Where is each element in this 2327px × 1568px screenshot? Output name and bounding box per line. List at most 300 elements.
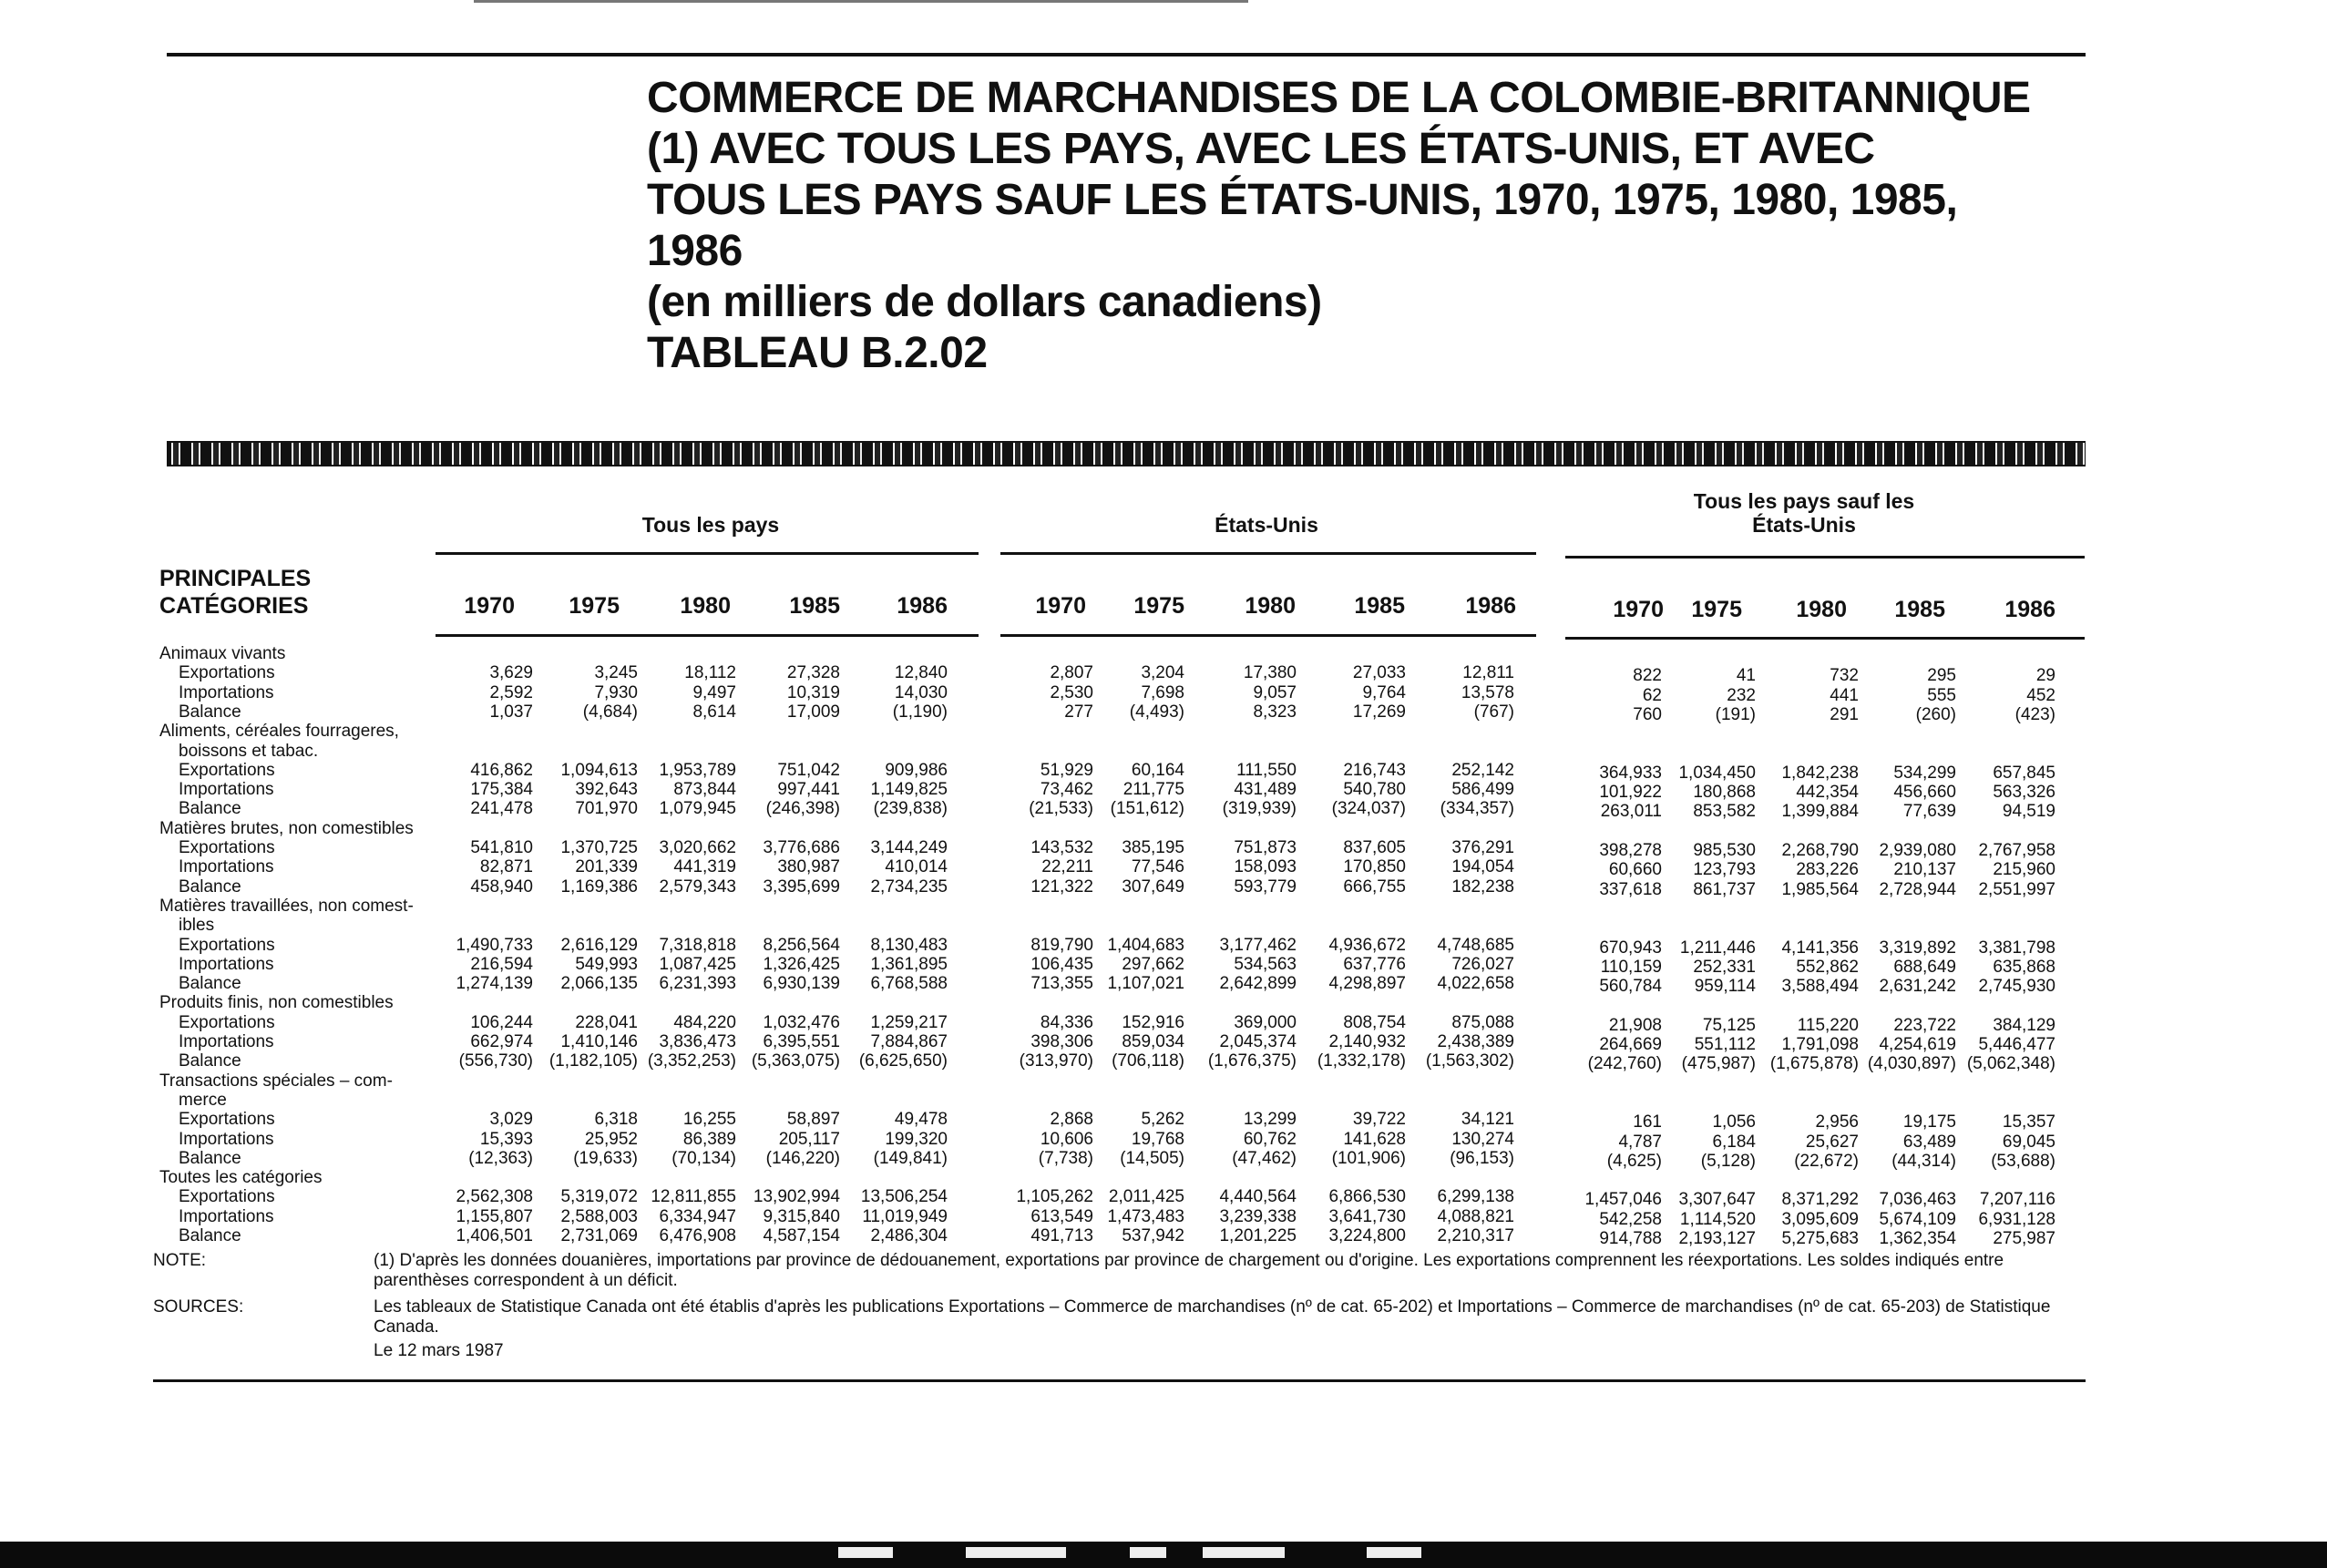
table-cell: 1,149,825 <box>870 780 948 800</box>
row-label: Balance <box>179 876 241 897</box>
table-cell: 2,956 <box>1815 1112 1859 1132</box>
table-cell: 1,107,021 <box>1107 974 1184 994</box>
table-cell: 14,030 <box>894 682 948 702</box>
table-cell: 1,457,046 <box>1584 1190 1662 1210</box>
table-cell: 3,020,662 <box>659 838 736 857</box>
table-cell: 8,614 <box>692 702 736 722</box>
table-cell: 959,114 <box>1694 977 1756 997</box>
table-cell: 364,933 <box>1599 763 1662 783</box>
table-cell: (6,625,650) <box>858 1051 948 1071</box>
table-cell: 60,164 <box>1131 760 1184 780</box>
table-cell: 3,836,473 <box>659 1032 736 1051</box>
table-cell: 859,034 <box>1122 1032 1184 1051</box>
group-rule-all-countries <box>436 552 979 555</box>
table-cell: 6,395,551 <box>763 1032 840 1051</box>
category-header-line-1: PRINCIPALES <box>159 566 312 591</box>
table-cell: (96,153) <box>1450 1148 1514 1168</box>
table-cell: 4,440,564 <box>1219 1187 1297 1207</box>
table-cell: 49,478 <box>894 1110 948 1130</box>
table-cell: 670,943 <box>1599 938 1662 958</box>
table-cell: 751,042 <box>777 760 840 780</box>
table-cell: 84,336 <box>1040 1012 1093 1032</box>
table-cell: 1,490,733 <box>456 935 533 955</box>
table-cell: 541,810 <box>470 838 533 857</box>
table-cell: 1,370,725 <box>560 838 638 857</box>
table-cell: (556,730) <box>458 1051 533 1071</box>
publication-date: Le 12 mars 1987 <box>374 1341 504 1360</box>
group-rule-non-usa <box>1565 556 2085 559</box>
table-cell: 106,435 <box>1030 954 1093 974</box>
table-cell: 985,530 <box>1693 841 1756 860</box>
table-cell: 5,446,477 <box>1978 1035 2055 1054</box>
table-cell: 182,238 <box>1451 876 1514 897</box>
table-cell: 3,776,686 <box>763 838 840 857</box>
table-cell: 3,177,462 <box>1219 935 1297 955</box>
table-cell: (47,462) <box>1232 1148 1297 1168</box>
row-label: Exportations <box>179 935 275 955</box>
table-cell: 534,563 <box>1234 954 1297 974</box>
table-cell: 161 <box>1633 1112 1662 1132</box>
table-cell: 1,087,425 <box>659 954 736 974</box>
table-cell: 1,032,476 <box>763 1012 840 1032</box>
table-cell: 2,592 <box>489 682 533 702</box>
table-cell: (260) <box>1915 704 1956 724</box>
table-cell: 75,125 <box>1702 1015 1756 1035</box>
year-header: 1975 <box>1133 593 1184 619</box>
year-header: 1970 <box>1613 597 1664 622</box>
table-cell: 143,532 <box>1030 838 1093 857</box>
table-cell: 307,649 <box>1122 876 1184 897</box>
table-cell: 6,768,588 <box>870 974 948 994</box>
year-header: 1975 <box>1691 597 1742 622</box>
group-header-usa: États-Unis <box>1215 513 1318 537</box>
table-cell: 914,788 <box>1599 1229 1662 1248</box>
table-cell: 19,175 <box>1902 1112 1956 1132</box>
row-label: Exportations <box>179 760 275 780</box>
category-label: Animaux vivants <box>159 644 286 663</box>
table-cell: 837,605 <box>1343 838 1406 857</box>
table-cell: 170,850 <box>1343 857 1406 877</box>
row-label: Exportations <box>179 1012 275 1032</box>
table-cell: 215,960 <box>1993 860 2055 880</box>
row-label: Importations <box>179 780 274 800</box>
table-cell: 263,011 <box>1600 802 1662 822</box>
table-cell: 2,728,944 <box>1879 879 1956 899</box>
table-cell: 86,389 <box>682 1129 736 1149</box>
table-cell: 560,784 <box>1599 977 1662 997</box>
table-cell: 8,323 <box>1253 702 1297 722</box>
table-cell: 6,184 <box>1712 1132 1756 1152</box>
table-cell: (19,633) <box>573 1148 638 1168</box>
table-cell: 1,399,884 <box>1781 802 1859 822</box>
table-cell: 1,169,386 <box>560 876 638 897</box>
title-line-units: (en milliers de dollars canadiens) <box>647 278 1322 326</box>
table-cell: 13,299 <box>1243 1110 1297 1130</box>
table-cell: 12,811 <box>1462 663 1514 683</box>
table-cell: 540,780 <box>1343 780 1406 800</box>
table-cell: 7,036,463 <box>1879 1190 1956 1210</box>
table-cell: 662,974 <box>470 1032 533 1051</box>
table-cell: 8,256,564 <box>763 935 840 955</box>
table-cell: (1,190) <box>892 702 948 722</box>
table-cell: 6,318 <box>594 1110 638 1130</box>
table-cell: 1,473,483 <box>1107 1206 1184 1226</box>
table-cell: 1,114,520 <box>1679 1209 1756 1229</box>
table-cell: 216,743 <box>1343 760 1406 780</box>
table-cell: 12,811,855 <box>651 1187 736 1207</box>
table-cell: 8,130,483 <box>870 935 948 955</box>
table-cell: 1,056 <box>1712 1112 1756 1132</box>
table-cell: (319,939) <box>1222 799 1297 819</box>
table-cell: (5,363,075) <box>751 1051 840 1071</box>
table-cell: 295 <box>1927 666 1956 686</box>
table-cell: (1,675,878) <box>1769 1054 1859 1074</box>
table-cell: 15,357 <box>2002 1112 2055 1132</box>
table-cell: 1,037 <box>489 702 533 722</box>
table-cell: 2,140,932 <box>1328 1032 1406 1051</box>
note-text: (1) D'après les données douanières, importations par province de dédouanement, exportations par province de chargement ou d'origine. Les exportations comprennent les réexportations. Les soldes indiqués entre parenthèses correspondent à un déficit. <box>374 1251 2004 1290</box>
title-line-1: COMMERCE DE MARCHANDISES DE LA COLOMBIE-BRITANNIQUE <box>647 74 2031 122</box>
year-header: 1985 <box>789 593 840 619</box>
table-cell: (334,357) <box>1440 799 1514 819</box>
table-cell: 2,616,129 <box>560 935 638 955</box>
table-cell: 111,550 <box>1236 760 1297 780</box>
table-cell: (706,118) <box>1112 1051 1184 1071</box>
row-label: Exportations <box>179 663 275 683</box>
row-label: Balance <box>179 974 241 994</box>
table-cell: (767) <box>1473 702 1514 722</box>
table-cell: 3,239,338 <box>1219 1206 1297 1226</box>
table-cell: 58,897 <box>786 1110 840 1130</box>
table-cell: 63,489 <box>1902 1132 1956 1152</box>
year-header: 1986 <box>1465 593 1516 619</box>
table-cell: 3,245 <box>594 663 638 683</box>
table-cell: 73,462 <box>1040 780 1093 800</box>
year-rule-all-countries <box>436 634 979 637</box>
scan-artifact-bottom <box>0 1542 2327 1568</box>
table-cell: 5,674,109 <box>1879 1209 1956 1229</box>
table-cell: 4,936,672 <box>1328 935 1406 955</box>
table-cell: 199,320 <box>885 1129 948 1149</box>
table-cell: 2,486,304 <box>870 1226 948 1245</box>
table-cell: (4,625) <box>1606 1151 1662 1171</box>
table-cell: 6,930,139 <box>763 974 840 994</box>
table-cell: 1,410,146 <box>560 1032 638 1051</box>
table-cell: 115,220 <box>1797 1015 1859 1035</box>
table-cell: 861,737 <box>1693 879 1756 899</box>
table-cell: (3,352,253) <box>647 1051 736 1071</box>
table-cell: 398,306 <box>1030 1032 1093 1051</box>
table-cell: (246,398) <box>765 799 840 819</box>
table-cell: 666,755 <box>1343 876 1406 897</box>
row-label: Balance <box>179 799 241 819</box>
table-cell: 2,193,127 <box>1678 1229 1756 1248</box>
table-cell: 223,722 <box>1893 1015 1956 1035</box>
table-cell: 201,339 <box>575 857 638 877</box>
table-cell: 384,129 <box>1993 1015 2055 1035</box>
table-cell: 398,278 <box>1599 841 1662 860</box>
year-header: 1970 <box>464 593 515 619</box>
year-header: 1970 <box>1035 593 1086 619</box>
table-cell: (1,332,178) <box>1317 1051 1406 1071</box>
table-cell: 264,669 <box>1599 1035 1662 1054</box>
sources-label: SOURCES: <box>153 1297 244 1317</box>
table-cell: 94,519 <box>2002 802 2055 822</box>
row-label: Importations <box>179 1032 274 1051</box>
table-cell: 637,776 <box>1343 954 1406 974</box>
note-label: NOTE: <box>153 1251 207 1270</box>
table-cell: (14,505) <box>1120 1148 1184 1168</box>
table-cell: (1,182,105) <box>548 1051 638 1071</box>
table-cell: (5,062,348) <box>1966 1054 2055 1074</box>
table-cell: (5,128) <box>1700 1151 1756 1171</box>
table-cell: 808,754 <box>1343 1012 1406 1032</box>
year-header: 1980 <box>1245 593 1296 619</box>
table-cell: (53,688) <box>1991 1151 2055 1171</box>
category-label: Transactions spéciales – com- <box>159 1071 393 1091</box>
table-cell: 1,953,789 <box>659 760 736 780</box>
row-label: Balance <box>179 702 241 722</box>
table-cell: 141,628 <box>1343 1129 1406 1149</box>
table-cell: (4,030,897) <box>1867 1054 1956 1074</box>
table-cell: 29 <box>2035 666 2055 686</box>
table-cell: 456,660 <box>1893 783 1956 803</box>
table-cell: 5,319,072 <box>560 1187 638 1207</box>
year-header: 1985 <box>1894 597 1945 622</box>
table-cell: 6,334,947 <box>659 1206 736 1226</box>
table-cell: 6,299,138 <box>1437 1187 1514 1207</box>
table-cell: 82,871 <box>479 857 533 877</box>
table-cell: 152,916 <box>1122 1012 1184 1032</box>
row-label: Exportations <box>179 1187 275 1207</box>
table-cell: 657,845 <box>1993 763 2055 783</box>
table-cell: (239,838) <box>873 799 948 819</box>
table-cell: 252,331 <box>1693 957 1756 977</box>
table-cell: 2,551,997 <box>1978 879 2055 899</box>
table-cell: 2,045,374 <box>1219 1032 1297 1051</box>
table-cell: 9,497 <box>692 682 736 702</box>
row-label: Exportations <box>179 1110 275 1130</box>
table-cell: 11,019,949 <box>862 1206 948 1226</box>
table-cell: 1,406,501 <box>456 1226 533 1245</box>
table-cell: 3,641,730 <box>1328 1206 1406 1226</box>
table-cell: 1,842,238 <box>1781 763 1859 783</box>
table-cell: 385,195 <box>1122 838 1184 857</box>
table-cell: 613,549 <box>1030 1206 1093 1226</box>
table-cell: (324,037) <box>1331 799 1406 819</box>
table-cell: (4,684) <box>582 702 638 722</box>
sources-text: Les tableaux de Statistique Canada ont été établis d'après les publications Exportations – Commerce de marchandises (nº de cat. 65-202) et Importations – Commerce de marchandises (nº de cat. 65-203) de Statistique Canada. <box>374 1297 2051 1337</box>
table-cell: 1,791,098 <box>1781 1035 1859 1054</box>
table-cell: 5,275,683 <box>1781 1229 1859 1248</box>
table-cell: 27,328 <box>786 663 840 683</box>
row-label: Balance <box>179 1148 241 1168</box>
top-rule <box>167 53 2086 56</box>
table-cell: 7,884,867 <box>870 1032 948 1051</box>
table-cell: 534,299 <box>1893 763 1956 783</box>
table-cell: 2,745,930 <box>1978 977 2055 997</box>
table-cell: 123,793 <box>1693 860 1756 880</box>
table-cell: 17,009 <box>786 702 840 722</box>
table-cell: 586,499 <box>1451 780 1514 800</box>
table-cell: 51,929 <box>1040 760 1093 780</box>
table-cell: 2,631,242 <box>1879 977 1956 997</box>
table-cell: 875,088 <box>1451 1012 1514 1032</box>
table-cell: 1,985,564 <box>1781 879 1859 899</box>
table-cell: 3,588,494 <box>1781 977 1859 997</box>
table-cell: 252,142 <box>1451 760 1514 780</box>
row-label: Importations <box>179 1129 274 1149</box>
table-cell: 392,643 <box>575 780 638 800</box>
table-cell: 13,902,994 <box>753 1187 840 1207</box>
table-cell: 635,868 <box>1993 957 2055 977</box>
table-cell: 555 <box>1927 685 1956 705</box>
table-cell: 410,014 <box>885 857 948 877</box>
table-cell: 6,476,908 <box>659 1226 736 1245</box>
table-cell: 452 <box>2026 685 2055 705</box>
table-cell: 21,908 <box>1608 1015 1662 1035</box>
table-cell: 18,112 <box>684 663 736 683</box>
title-line-4: 1986 <box>647 227 743 275</box>
row-label: ibles <box>179 916 215 936</box>
table-cell: 3,224,800 <box>1328 1226 1406 1245</box>
table-cell: 22,211 <box>1041 857 1093 877</box>
table-cell: 819,790 <box>1030 935 1093 955</box>
table-cell: 297,662 <box>1122 954 1184 974</box>
table-cell: (12,363) <box>468 1148 533 1168</box>
table-cell: 27,033 <box>1352 663 1406 683</box>
year-header: 1985 <box>1354 593 1405 619</box>
table-cell: 12,840 <box>894 663 948 683</box>
table-cell: 563,326 <box>1993 783 2055 803</box>
scan-artifact-top <box>474 0 1248 3</box>
table-cell: 13,578 <box>1461 682 1514 702</box>
table-cell: 9,764 <box>1362 682 1406 702</box>
table-cell: 25,952 <box>584 1129 638 1149</box>
scan-speck <box>838 1547 893 1558</box>
row-label: boissons et tabac. <box>179 741 319 761</box>
table-cell: (44,314) <box>1891 1151 1956 1171</box>
table-cell: 210,137 <box>1893 860 1956 880</box>
table-cell: 491,713 <box>1030 1226 1093 1245</box>
year-header: 1986 <box>2004 597 2055 622</box>
table-cell: 77,546 <box>1131 857 1184 877</box>
table-cell: 2,530 <box>1050 682 1093 702</box>
table-cell: 34,121 <box>1461 1110 1514 1130</box>
table-cell: 4,787 <box>1618 1132 1662 1152</box>
table-cell: 732 <box>1830 666 1859 686</box>
table-cell: 17,380 <box>1243 663 1297 683</box>
table-cell: 13,506,254 <box>860 1187 948 1207</box>
table-cell: 7,698 <box>1141 682 1184 702</box>
table-cell: 713,355 <box>1030 974 1093 994</box>
table-cell: 4,587,154 <box>763 1226 840 1245</box>
table-cell: 106,244 <box>470 1012 533 1032</box>
table-cell: 175,384 <box>470 780 533 800</box>
table-cell: 101,922 <box>1599 783 1662 803</box>
table-cell: 2,562,308 <box>456 1187 533 1207</box>
table-cell: (149,841) <box>873 1148 948 1168</box>
table-cell: 909,986 <box>885 760 948 780</box>
table-cell: 3,629 <box>489 663 533 683</box>
table-cell: 337,618 <box>1599 879 1662 899</box>
year-rule-usa <box>1000 634 1536 637</box>
table-cell: 4,141,356 <box>1781 938 1859 958</box>
table-cell: 180,868 <box>1693 783 1756 803</box>
table-cell: 60,762 <box>1243 1129 1297 1149</box>
table-cell: 2,579,343 <box>659 876 736 897</box>
table-cell: 5,262 <box>1141 1110 1184 1130</box>
category-label: Toutes les catégories <box>159 1168 323 1188</box>
table-cell: 7,930 <box>594 682 638 702</box>
table-cell: 4,254,619 <box>1879 1035 1956 1054</box>
table-cell: 760 <box>1633 704 1662 724</box>
table-cell: 4,022,658 <box>1437 974 1514 994</box>
row-label: Importations <box>179 954 274 974</box>
year-header: 1980 <box>680 593 731 619</box>
table-cell: (423) <box>2014 704 2055 724</box>
table-cell: 1,259,217 <box>870 1012 948 1032</box>
table-cell: 77,639 <box>1902 802 1956 822</box>
table-cell: 1,201,225 <box>1219 1226 1297 1245</box>
category-label: Matières travaillées, non comest- <box>159 896 414 916</box>
table-cell: 69,045 <box>2002 1132 2055 1152</box>
table-cell: 4,088,821 <box>1437 1206 1514 1226</box>
table-cell: 1,211,446 <box>1679 938 1756 958</box>
table-cell: 2,807 <box>1050 663 1093 683</box>
table-cell: 2,734,235 <box>870 876 948 897</box>
category-column-header <box>159 565 311 620</box>
table-cell: 458,940 <box>470 876 533 897</box>
table-cell: 997,441 <box>777 780 840 800</box>
table-cell: 232 <box>1727 685 1756 705</box>
table-cell: 3,307,647 <box>1678 1190 1756 1210</box>
table-cell: 6,931,128 <box>1978 1209 2055 1229</box>
table-cell: 441 <box>1830 685 1859 705</box>
table-cell: 552,862 <box>1796 957 1859 977</box>
table-cell: 16,255 <box>682 1110 736 1130</box>
table-cell: 3,395,699 <box>763 876 840 897</box>
table-cell: (313,970) <box>1019 1051 1093 1071</box>
table-cell: 10,606 <box>1040 1129 1093 1149</box>
table-cell: 7,207,116 <box>1979 1190 2055 1210</box>
table-cell: 369,000 <box>1234 1012 1297 1032</box>
table-cell: 551,112 <box>1694 1035 1756 1054</box>
table-cell: 3,204 <box>1141 663 1184 683</box>
table-cell: 688,649 <box>1893 957 1956 977</box>
table-cell: 7,318,818 <box>659 935 736 955</box>
table-cell: 60,660 <box>1608 860 1662 880</box>
table-cell: 2,642,899 <box>1219 974 1297 994</box>
row-label: Balance <box>179 1051 241 1071</box>
table-cell: 194,054 <box>1451 857 1514 877</box>
table-cell: 39,722 <box>1352 1110 1406 1130</box>
table-cell: (101,906) <box>1331 1148 1406 1168</box>
table-cell: 1,079,945 <box>659 799 736 819</box>
table-cell: 211,775 <box>1122 780 1184 800</box>
table-cell: 376,291 <box>1451 838 1514 857</box>
category-label: Produits finis, non comestibles <box>159 993 394 1013</box>
table-cell: 442,354 <box>1796 783 1859 803</box>
table-cell: (475,987) <box>1681 1054 1756 1074</box>
table-cell: 2,588,003 <box>560 1206 638 1226</box>
table-cell: 873,844 <box>673 780 736 800</box>
group-header-all-countries: Tous les pays <box>641 513 780 537</box>
table-cell: 701,970 <box>575 799 638 819</box>
table-cell: 1,034,450 <box>1678 763 1756 783</box>
row-label: Exportations <box>179 838 275 857</box>
category-label: Matières brutes, non comestibles <box>159 818 414 838</box>
